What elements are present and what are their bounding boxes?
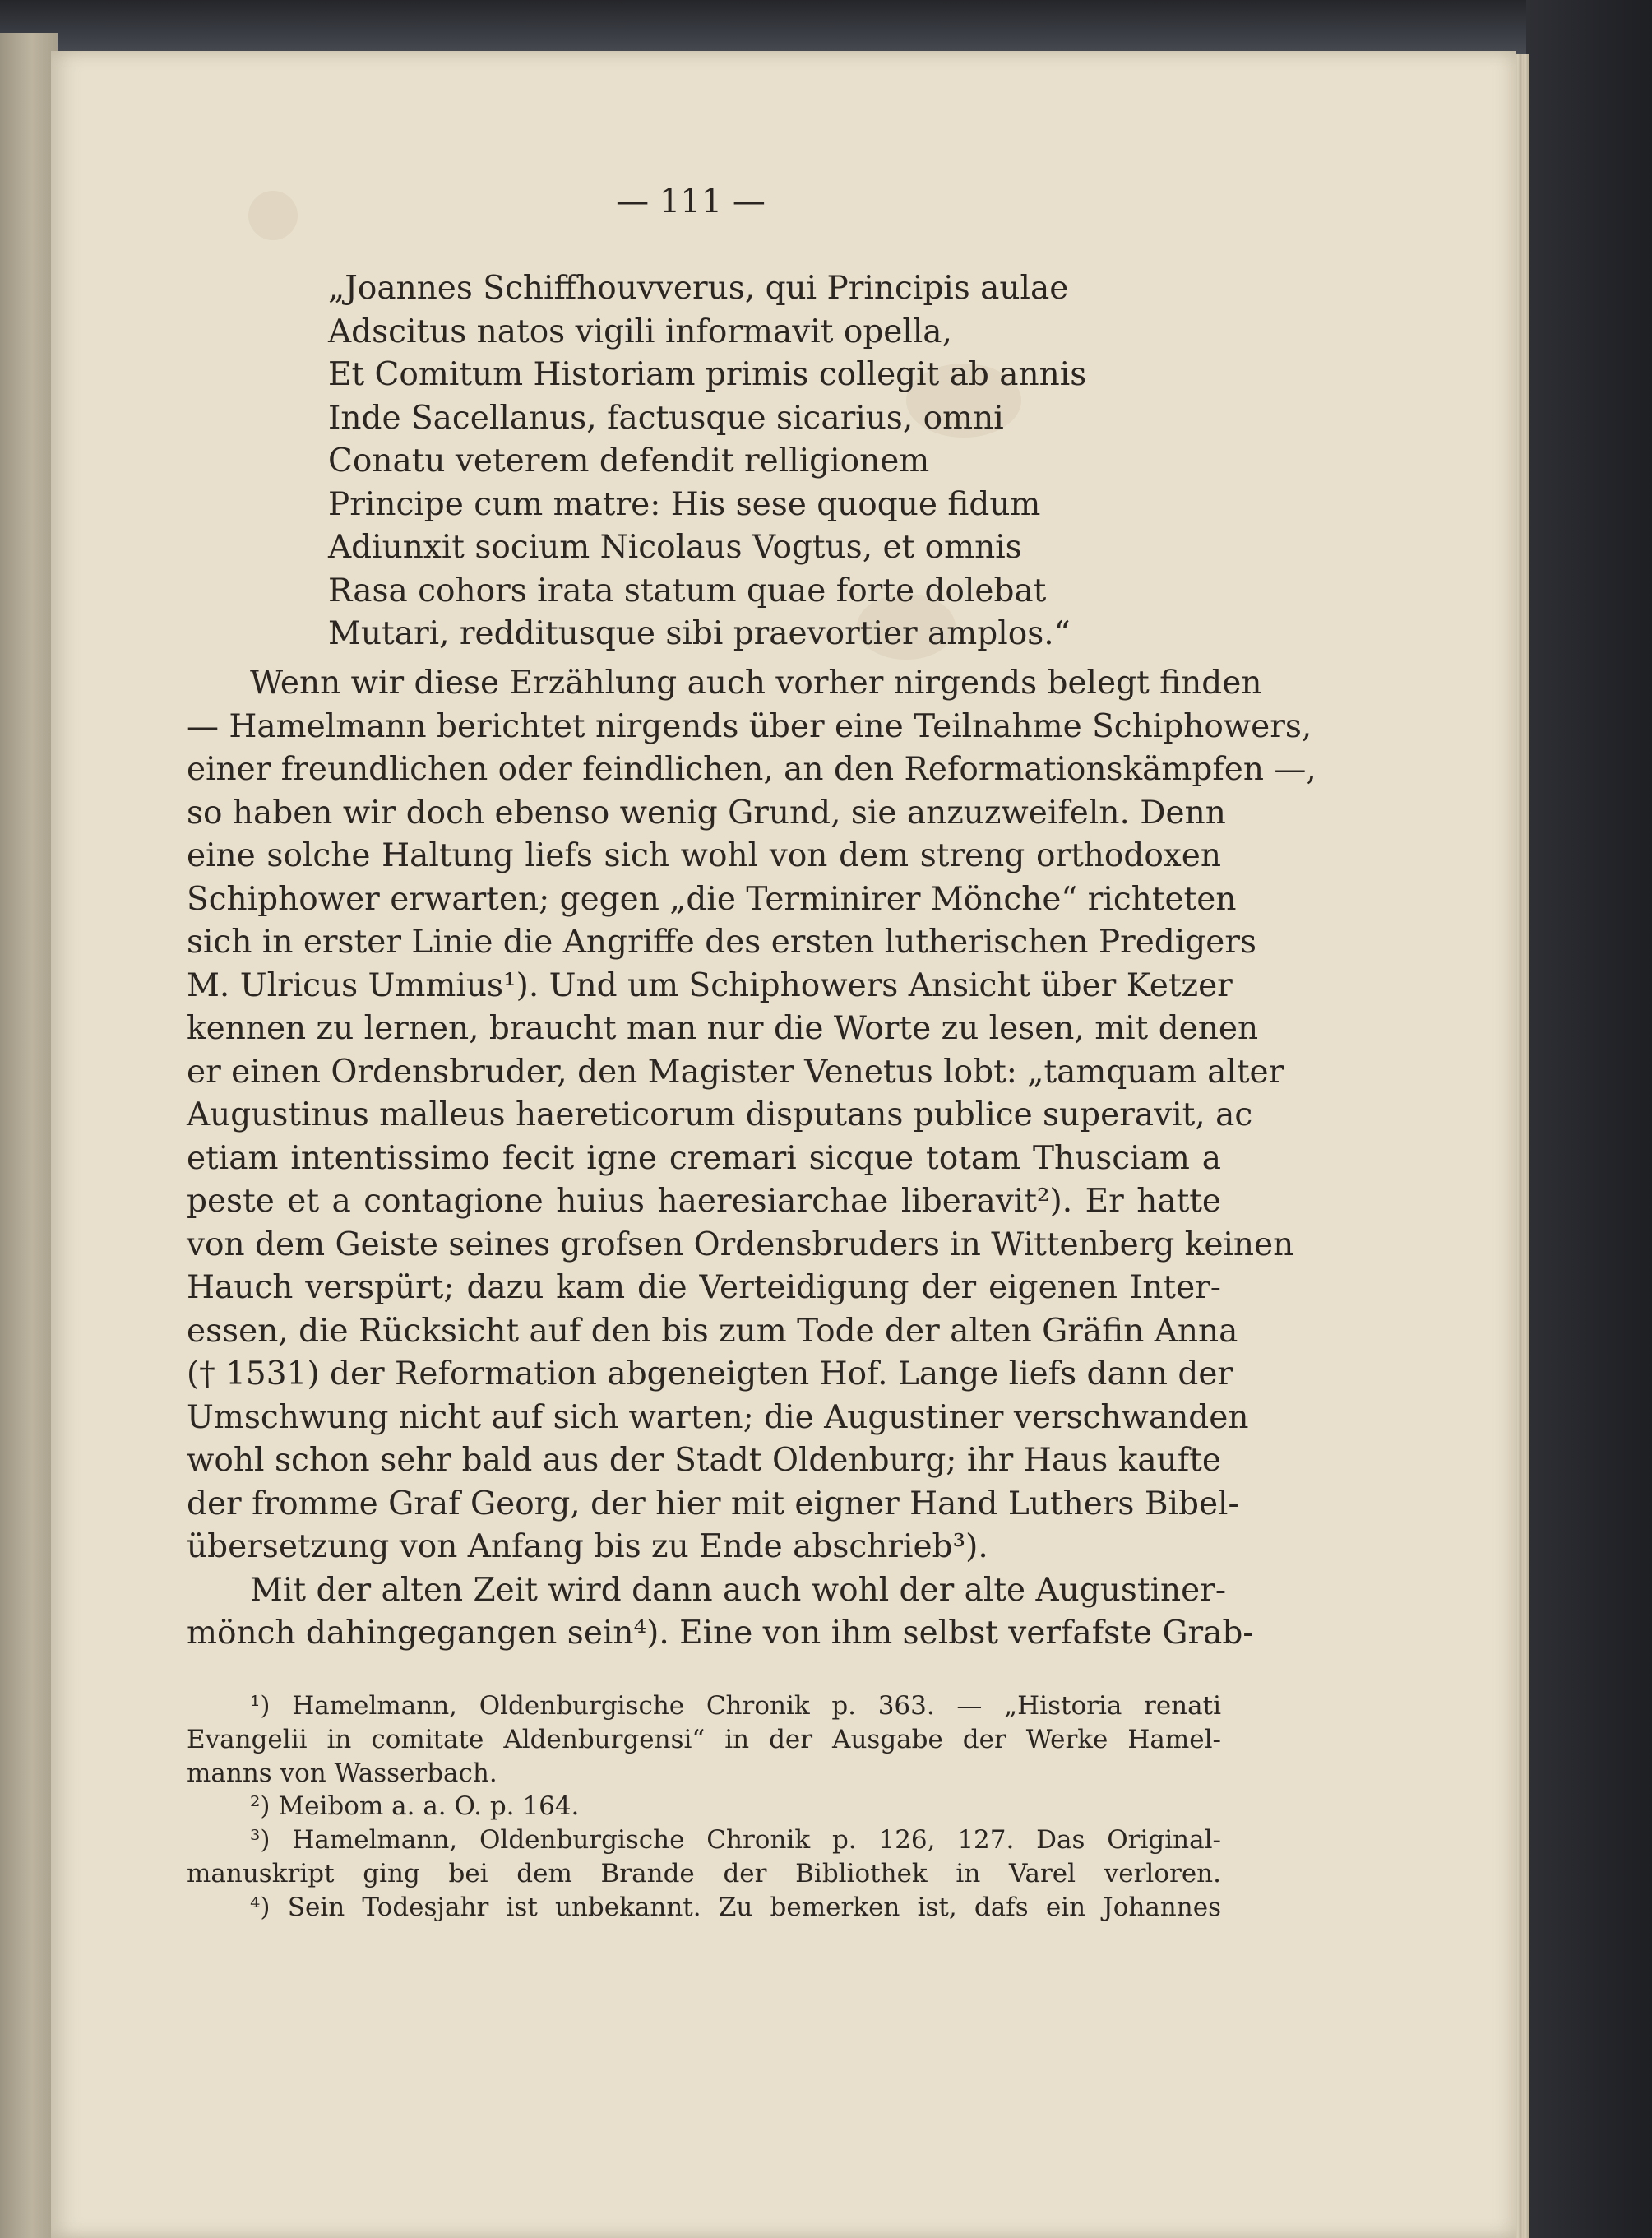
body-line: sich in erster Linie die Angriffe des ersten lutherischen Predigers: [187, 924, 1256, 961]
footnotes: [187, 1689, 1221, 1925]
paper-stain: [248, 191, 298, 240]
body-line: Umschwung nicht auf sich warten; die Augustiner verschwanden: [187, 1398, 1249, 1436]
poem-line: Et Comitum Historiam primis collegit ab annis: [328, 356, 1087, 393]
poem-line: Principe cum matre: His sese quoque fidum: [328, 485, 1041, 523]
poem-line: „Joannes Schiffhouvverus, qui Principis aulae: [328, 270, 1069, 307]
body-line: etiam intentissimo fecit igne cremari sicque totam Thusciam a: [187, 1139, 1221, 1177]
footnote-line: Evangelii in comitate Aldenburgensi“ in der Ausgabe der Werke Hamel-: [187, 1724, 1221, 1754]
body-line: wohl schon sehr bald aus der Stadt Oldenburg; ihr Haus kaufte: [187, 1442, 1221, 1479]
poem-line: Conatu veterem defendit relligionem: [328, 443, 930, 480]
body-line: einer freundlichen oder feindlichen, an den Reformationskämpfen —,: [187, 751, 1317, 788]
footnote-line: ¹) Hamelmann, Oldenburgische Chronik p. 363. — „Historia renati: [250, 1691, 1221, 1721]
body-line: von dem Geiste seines grofsen Ordensbruders in Wittenberg keinen: [187, 1226, 1294, 1263]
body-line: kennen zu lernen, braucht man nur die Worte zu lesen, mit denen: [187, 1010, 1259, 1047]
body-line: er einen Ordensbruder, den Magister Venetus lobt: „tamquam alter: [187, 1053, 1284, 1091]
footnote-line: ⁴) Sein Todesjahr ist unbekannt. Zu bemerken ist, dafs ein Johannes: [250, 1892, 1221, 1922]
body-line: Mit der alten Zeit wird dann auch wohl der alte Augustiner-: [250, 1571, 1227, 1609]
body-line: Hauch verspürt; dazu kam die Verteidigung der eigenen Inter-: [187, 1269, 1221, 1306]
poem-line: Inde Sacellanus, factusque sicarius, omni: [328, 399, 1004, 437]
body-line: Augustinus malleus haereticorum disputans publice superavit, ac: [187, 1096, 1253, 1133]
scan-top-edge: [0, 0, 1652, 58]
body-line: mönch dahingegangen sein⁴). Eine von ihm selbst verfafste Grab-: [187, 1615, 1254, 1652]
body-line: so haben wir doch ebenso wenig Grund, sie anzuzweifeln. Denn: [187, 794, 1226, 832]
poem-line: Rasa cohors irata statum quae forte dolebat: [328, 572, 1047, 609]
body-line: M. Ulricus Ummius¹). Und um Schiphowers Ansicht über Ketzer: [187, 966, 1233, 1004]
footnote-line: manns von Wasserbach.: [187, 1758, 497, 1788]
body-line: essen, die Rücksicht auf den bis zum Tode der alten Gräfin Anna: [187, 1312, 1238, 1350]
body-line: der fromme Graf Georg, der hier mit eigner Hand Luthers Bibel-: [187, 1485, 1239, 1522]
body-line: Schiphower erwarten; gegen „die Terminirer Mönche“ richteten: [187, 880, 1237, 918]
body-line: — Hamelmann berichtet nirgends über eine Teilnahme Schiphowers,: [187, 707, 1312, 745]
poem-line: Adiunxit socium Nicolaus Vogtus, et omnis: [328, 529, 1022, 566]
body-line: peste et a contagione huius haeresiarchae liberavit²). Er hatte: [187, 1183, 1221, 1220]
body-line: übersetzung von Anfang bis zu Ende abschrieb³).: [187, 1528, 988, 1565]
body-line: († 1531) der Reformation abgeneigten Hof. Lange liefs dann der: [187, 1355, 1233, 1392]
poem-line: Mutari, redditusque sibi praevortier amplos.“: [328, 615, 1071, 652]
book-binding: [1526, 0, 1652, 2238]
latin-poem: [328, 267, 1233, 656]
facing-page-edge: [0, 33, 58, 2238]
footnote-line: manuskript ging bei dem Brande der Bibliothek in Varel verloren.: [187, 1858, 1221, 1888]
footnote-line: ³) Hamelmann, Oldenburgische Chronik p. 126, 127. Das Original-: [250, 1825, 1221, 1856]
body-line: Wenn wir diese Erzählung auch vorher nirgends belegt finden: [250, 665, 1262, 702]
poem-line: Adscitus natos vigili informavit opella,: [328, 313, 952, 350]
body-line: eine solche Haltung liefs sich wohl von dem streng orthodoxen: [187, 837, 1221, 874]
page-number: — 111 —: [616, 183, 766, 220]
footnote-line: ²) Meibom a. a. O. p. 164.: [250, 1791, 580, 1822]
body-text: [187, 662, 1317, 1656]
